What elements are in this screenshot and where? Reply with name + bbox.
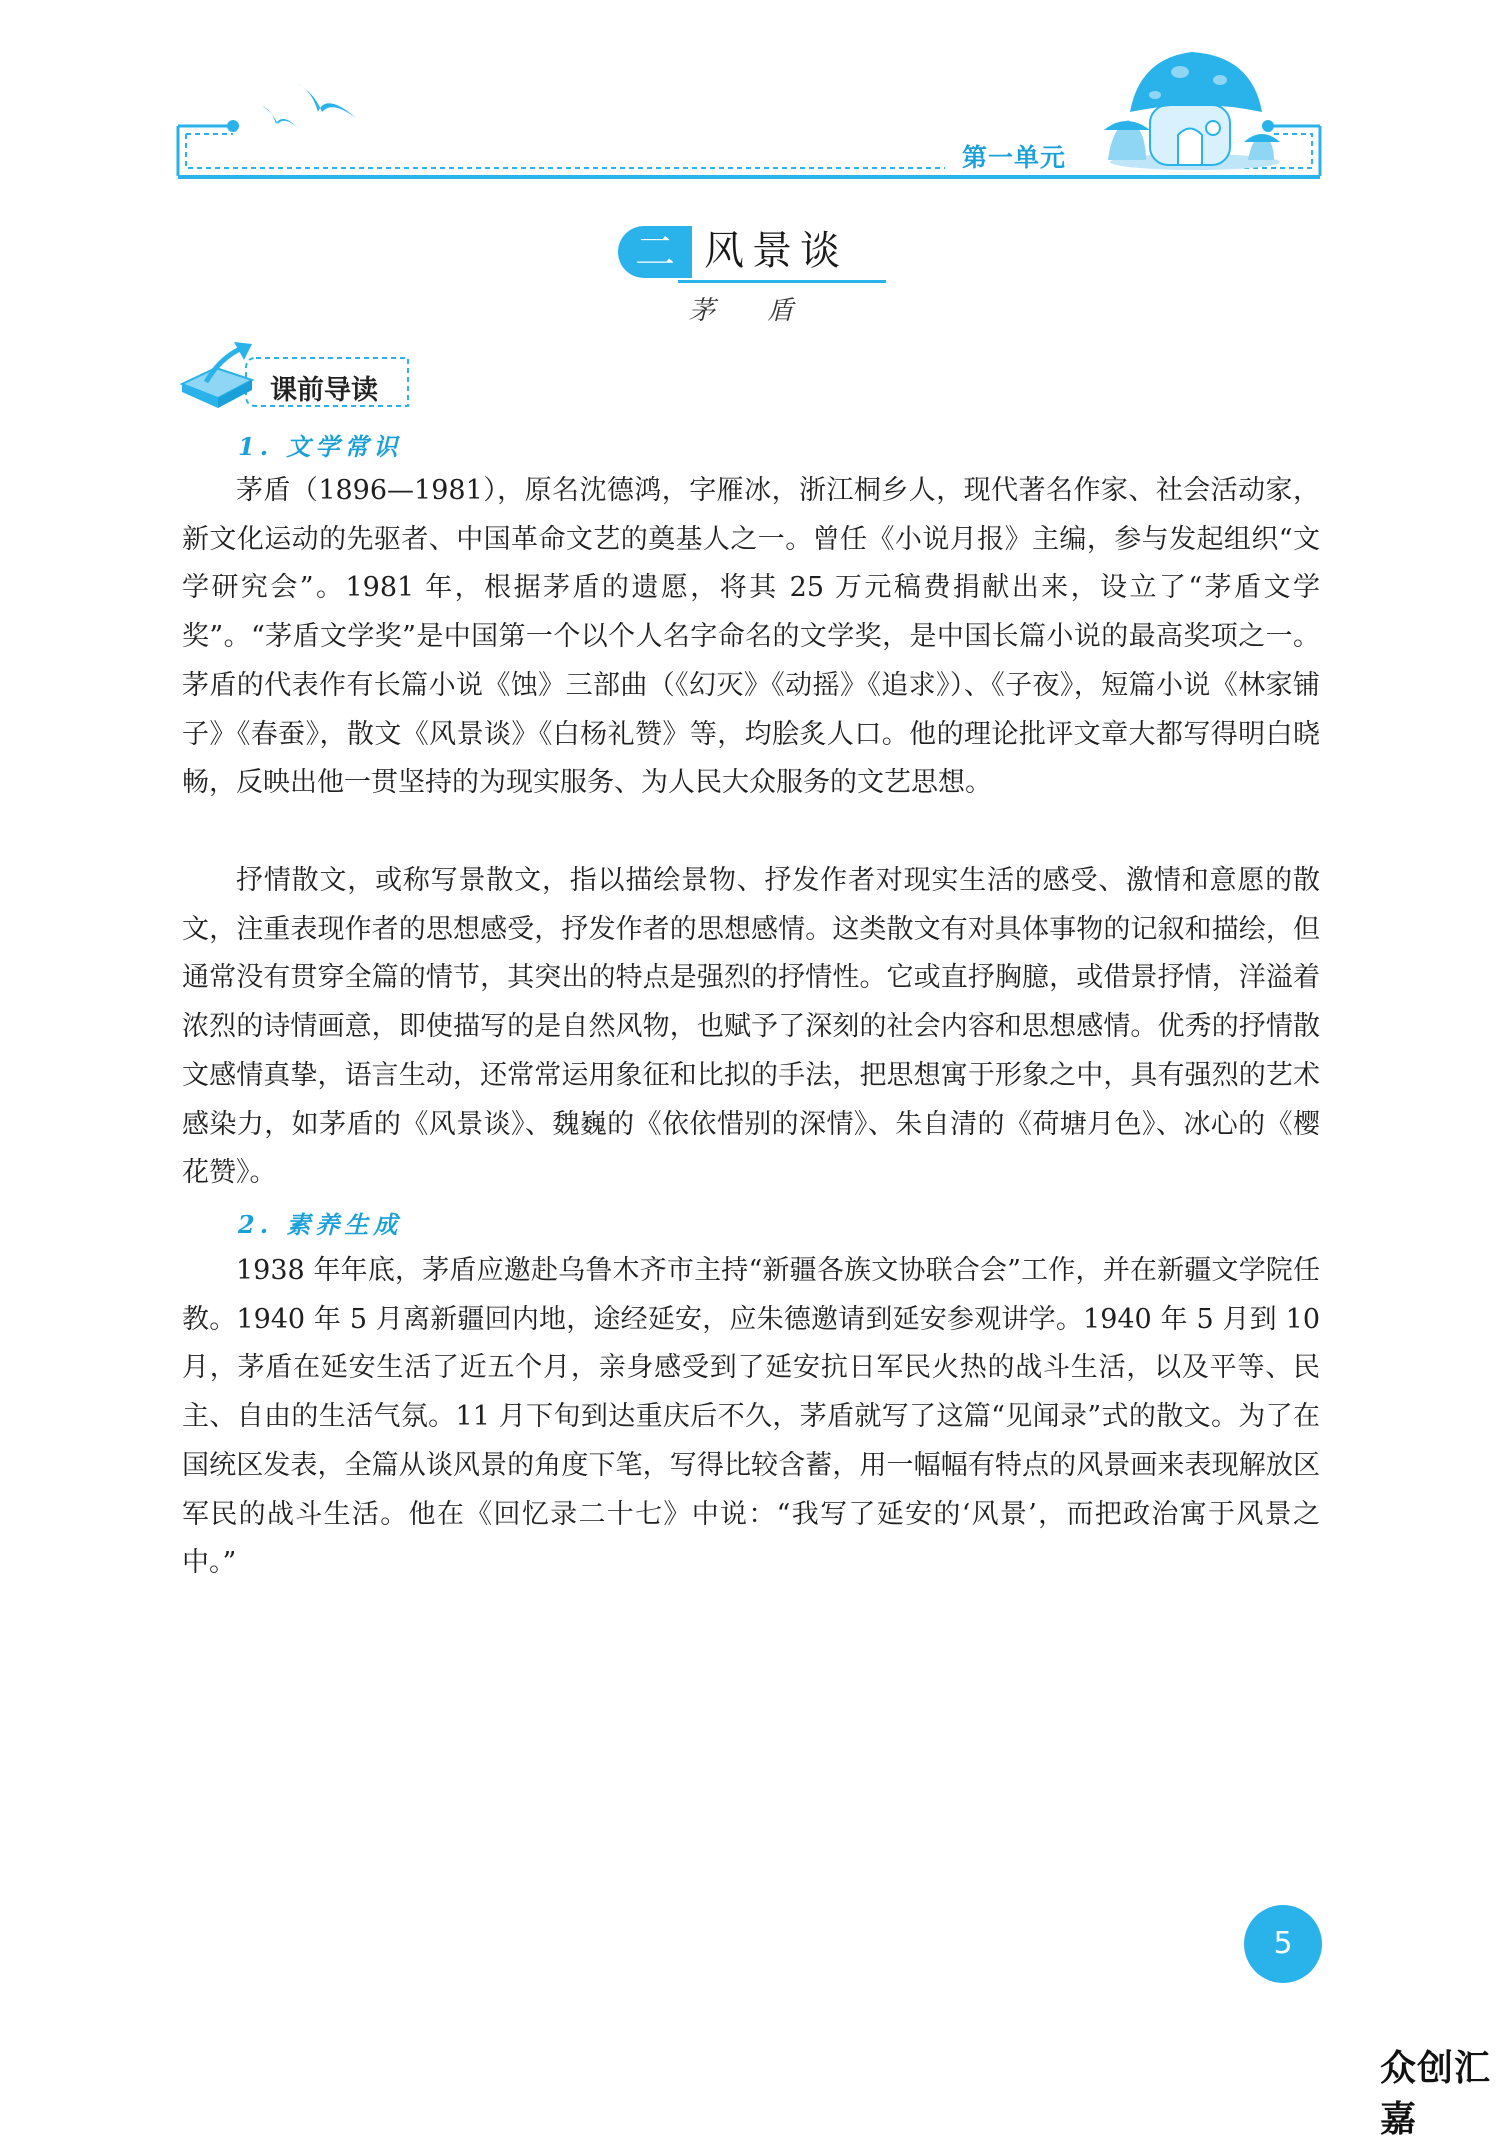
- mushroom-house-icon: [1104, 52, 1280, 170]
- page-number-badge: [1244, 1905, 1322, 1983]
- lesson-title: [618, 224, 886, 284]
- author-name: 茅 盾: [688, 296, 816, 326]
- section-heading-literary-knowledge: 1. 文学常识: [238, 432, 403, 461]
- bird-icon: [262, 106, 298, 128]
- title-number: 二: [635, 229, 675, 275]
- book-arrow-icon: [182, 342, 252, 408]
- unit-label: 第一单元: [962, 143, 1067, 172]
- paragraph: 茅盾（1896—1981），原名沈德鸿，字雁冰，浙江桐乡人，现代著名作家、社会活动家，新文化运动的先驱者、中国革命文艺的奠基人之一。曾任《小说月报》主编，参与发起组织“文学研究会”。1981 年，根据茅盾的遗愿，将其 25 万元稿费捐献出来，设立了“茅盾文学奖”。“茅盾文学奖”是中国第一个以个人名字命名的文学奖，是中国长篇小说的最高奖项之一。茅盾的代表作有长篇小说《蚀》三部曲（《幻灭》《动摇》《追求》）、《子夜》，短篇小说《林家铺子》《春蚕》，散文《风景谈》《白杨礼赞》等，均脍炙人口。他的理论批评文章大都写得明白晓畅，反映出他一贯坚持的为现实服务、为人民大众服务的文艺思想。: [182, 475, 1320, 799]
- watermark: 众创汇嘉: [1380, 2048, 1492, 2140]
- bird-icon: [296, 83, 356, 118]
- title-underline: [678, 280, 886, 283]
- reading-guide-label: 课前导读: [270, 375, 378, 406]
- page-number: 5: [1273, 1926, 1293, 1961]
- header-decoration: [0, 0, 1504, 200]
- paragraph: 抒情散文，或称写景散文，指以描绘景物、抒发作者对现实生活的感受、激情和意愿的散文，注重表现作者的思想感受，抒发作者的思想感情。这类散文有对具体事物的记叙和描绘，但通常没有贯穿全篇的情节，其突出的特点是强烈的抒情性。它或直抒胸臆，或借景抒情，洋溢着浓烈的诗情画意，即使描写的是自然风物，也赋予了深刻的社会内容和思想感情。优秀的抒情散文感情真挚，语言生动，还常常运用象征和比拟的手法，把思想寓于形象之中，具有强烈的艺术感染力，如茅盾的《风景谈》、魏巍的《依依惜别的深情》、朱自清的《荷塘月色》、冰心的《樱花赞》。: [182, 865, 1320, 1189]
- title-text: 风景谈: [704, 228, 848, 274]
- section-heading-literacy: 2. 素养生成: [238, 1210, 403, 1239]
- paragraph: 1938 年年底，茅盾应邀赴乌鲁木齐市主持“新疆各族文协联合会”工作，并在新疆文学院任教。1940 年 5 月离新疆回内地，途经延安，应朱德邀请到延安参观讲学。1940 年 5 月到 10 月，茅盾在延安生活了近五个月，亲身感受到了延安抗日军民火热的战斗生活，以及平等、民主、自由的生活气氛。11 月下旬到达重庆后不久，茅盾就写了这篇“见闻录”式的散文。为了在国统区发表，全篇从谈风景的角度下笔，写得比较含蓄，用一幅幅有特点的风景画来表现解放区军民的战斗生活。他在《回忆录二十七》中说：“我写了延安的‘风景’，而把政治寓于风景之中。”: [182, 1255, 1320, 1579]
